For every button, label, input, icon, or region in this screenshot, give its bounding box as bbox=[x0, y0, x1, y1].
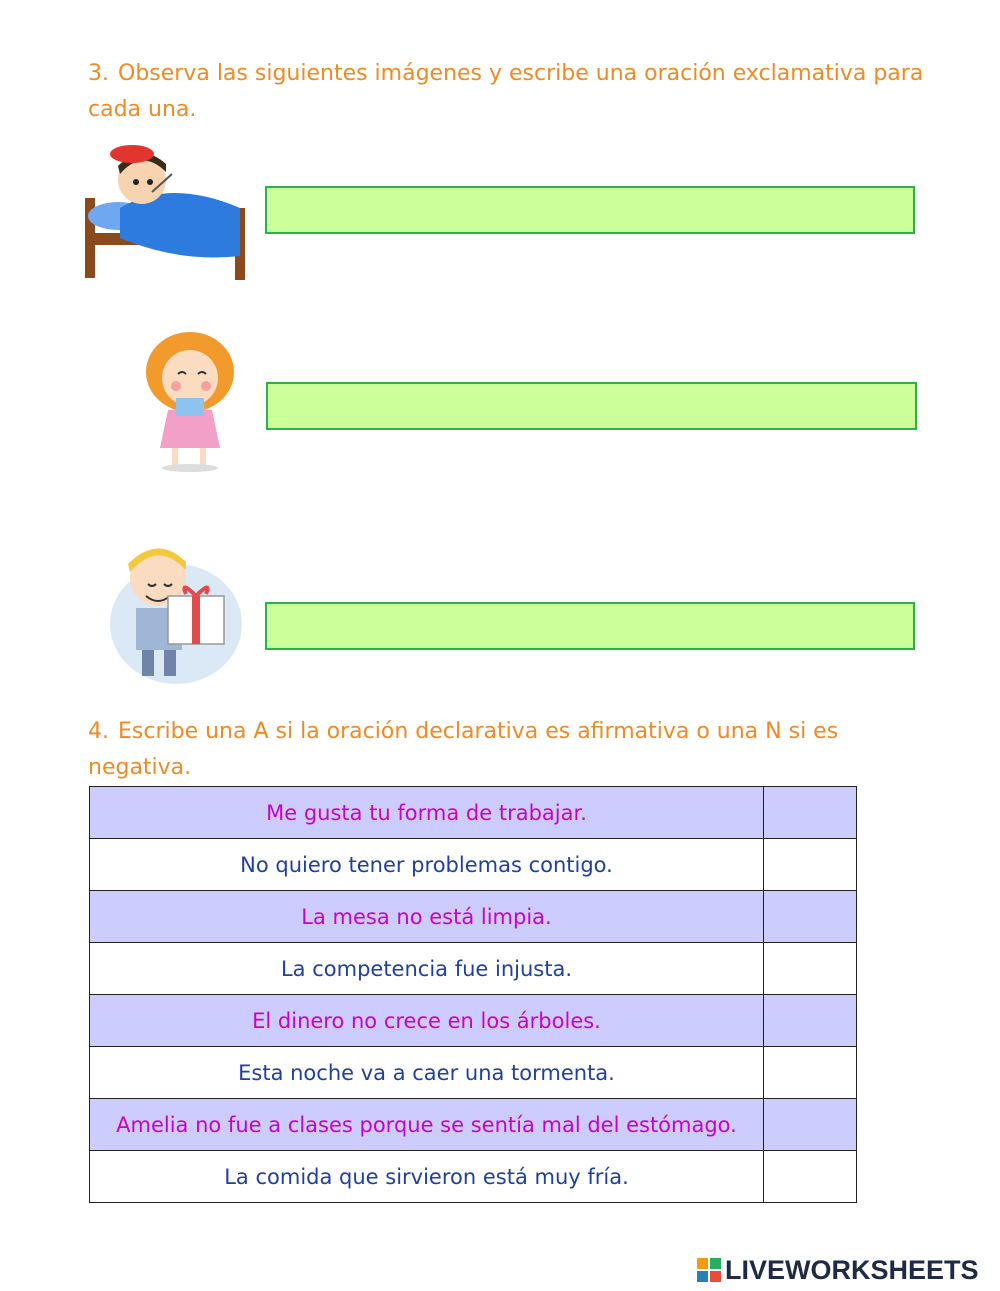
exercise-4-number: 4. bbox=[88, 719, 109, 744]
liveworksheets-logo bbox=[697, 1254, 979, 1286]
sentence-cell: El dinero no crece en los árboles. bbox=[90, 995, 764, 1047]
answer-box-2[interactable] bbox=[266, 382, 917, 430]
boy-with-gift-image bbox=[106, 540, 248, 690]
sentence-cell: Amelia no fue a clases porque se sentía mal del estómago. bbox=[90, 1099, 764, 1151]
sentence-cell: Esta noche va a caer una tormenta. bbox=[90, 1047, 764, 1099]
answer-cell[interactable] bbox=[764, 1047, 857, 1099]
exercise-4-instruction bbox=[88, 714, 938, 786]
table-row bbox=[90, 891, 857, 943]
exercise-4-text: Escribe una A si la oración declarativa es afirmativa o una N si es negativa. bbox=[88, 719, 839, 780]
table-row bbox=[90, 787, 857, 839]
table-row bbox=[90, 1099, 857, 1151]
girl-with-ice-cream-image bbox=[140, 330, 245, 475]
sentence-cell: Me gusta tu forma de trabajar. bbox=[90, 787, 764, 839]
sentence-classification-table bbox=[89, 786, 857, 1203]
answer-cell[interactable] bbox=[764, 943, 857, 995]
table-row bbox=[90, 995, 857, 1047]
liveworksheets-mark-icon bbox=[697, 1258, 721, 1282]
sentence-cell: La competencia fue injusta. bbox=[90, 943, 764, 995]
answer-cell[interactable] bbox=[764, 839, 857, 891]
answer-box-3[interactable] bbox=[265, 602, 915, 650]
sick-boy-in-bed-image bbox=[80, 138, 250, 283]
table-row bbox=[90, 943, 857, 995]
sentence-cell: No quiero tener problemas contigo. bbox=[90, 839, 764, 891]
sentence-cell: La comida que sirvieron está muy fría. bbox=[90, 1151, 764, 1203]
exercise-3-number: 3. bbox=[88, 61, 109, 86]
table-row bbox=[90, 839, 857, 891]
brand-name: LIVEWORKSHEETS bbox=[725, 1254, 979, 1285]
answer-cell[interactable] bbox=[764, 787, 857, 839]
answer-box-1[interactable] bbox=[265, 186, 915, 234]
answer-cell[interactable] bbox=[764, 1151, 857, 1203]
answer-cell[interactable] bbox=[764, 1099, 857, 1151]
sentence-cell: La mesa no está limpia. bbox=[90, 891, 764, 943]
answer-cell[interactable] bbox=[764, 995, 857, 1047]
table-row bbox=[90, 1047, 857, 1099]
exercise-3-text: Observa las siguientes imágenes y escribe una oración exclamativa para cada una. bbox=[88, 61, 924, 122]
table-row bbox=[90, 1151, 857, 1203]
exercise-3-instruction bbox=[88, 56, 938, 128]
answer-cell[interactable] bbox=[764, 891, 857, 943]
